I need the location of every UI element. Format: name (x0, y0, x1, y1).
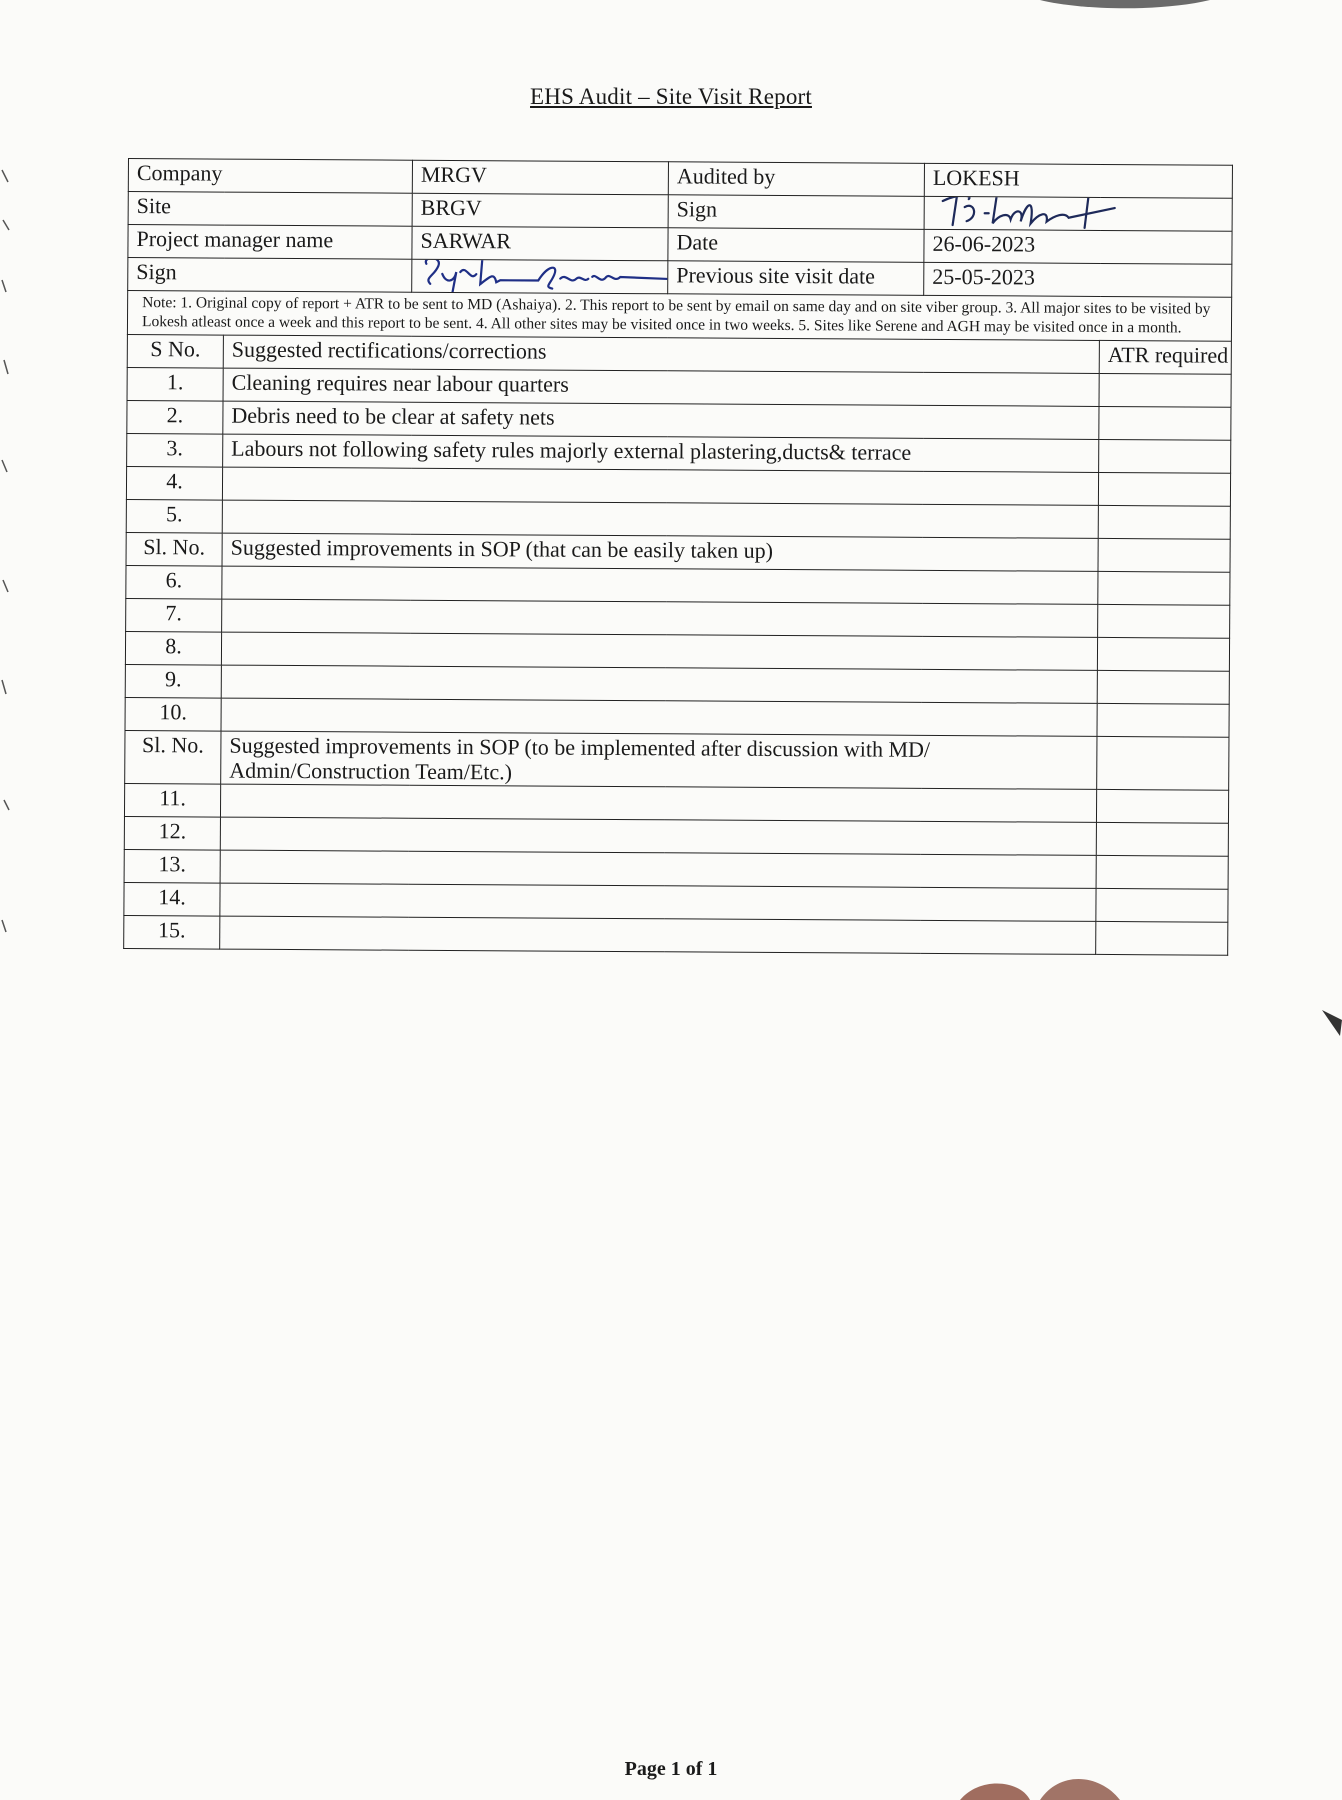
section2-col-atr (1098, 538, 1230, 572)
auditor-signature-cell (924, 196, 1232, 231)
scan-margin-marks (0, 160, 14, 980)
auditor-signature-scribble (939, 196, 1129, 231)
date-value: 26-06-2023 (924, 229, 1232, 264)
row-atr (1098, 604, 1230, 638)
row-atr (1096, 889, 1228, 923)
row-number: 4. (126, 466, 222, 500)
row-text (222, 566, 1098, 604)
row-atr (1099, 373, 1231, 407)
row-number: 7. (126, 598, 222, 632)
row-number: 3. (127, 433, 223, 467)
row-text (221, 698, 1097, 736)
audited-by-label: Audited by (668, 162, 924, 197)
row-text (222, 467, 1098, 505)
row-number: 2. (127, 400, 223, 434)
pm-label: Project manager name (128, 225, 412, 260)
row-atr (1096, 823, 1228, 857)
report-title: EHS Audit – Site Visit Report (530, 84, 812, 109)
pm-value: SARWAR (412, 226, 668, 261)
row-number: 14. (124, 883, 220, 917)
row-text (220, 817, 1096, 855)
note-text: Note: 1. Original copy of report + ATR to be sent to MD (Ashaiya). 2. This report to be sent by email on same day and on site viber group. 3. All major sites to be visited by Lokesh atleast once a week and this report to be sent. 4. All other sites may be visited once in two weeks. 5. Sites like Serene and AGH may be visited once in a month. (127, 291, 1231, 341)
section1-col-atr: ATR required (1099, 340, 1231, 374)
row-number: 8. (125, 631, 221, 665)
row-atr (1097, 670, 1229, 704)
auditor-signature (939, 196, 1129, 231)
company-label: Company (128, 159, 412, 194)
prev-visit-label: Previous site visit date (668, 261, 924, 296)
row-number: 11. (124, 784, 220, 818)
scan-shadow-top (1040, 0, 1210, 12)
prev-visit-value: 25-05-2023 (924, 262, 1232, 297)
pm-signature-cell (412, 259, 668, 294)
row-number: 5. (126, 499, 222, 533)
row-text: Cleaning requires near labour quarters (223, 368, 1099, 406)
row-text (220, 883, 1096, 921)
row-number: 1. (127, 367, 223, 401)
row-atr (1096, 790, 1228, 824)
row-text (220, 784, 1096, 822)
row-text (221, 665, 1097, 703)
row-atr (1098, 505, 1230, 539)
section3-col-no: Sl. No. (125, 730, 221, 784)
pm-signature-scribble (420, 259, 668, 294)
row-atr (1097, 703, 1229, 737)
section3-col-desc: Suggested improvements in SOP (to be implemented after discussion with MD/ Admin/Construction Team/Etc.) (221, 731, 1097, 790)
pm-signature (420, 259, 668, 294)
row-atr (1098, 571, 1230, 605)
section2-col-desc: Suggested improvements in SOP (that can be easily taken up) (222, 533, 1098, 571)
row-text: Debris need to be clear at safety nets (223, 401, 1099, 439)
row-text (220, 850, 1096, 888)
note-row (127, 291, 1231, 341)
row-text (221, 632, 1097, 670)
row-atr (1098, 472, 1230, 506)
row-atr (1099, 439, 1231, 473)
section3-col-atr (1097, 736, 1229, 790)
scan-edge-mark (1322, 1006, 1342, 1036)
section1-col-no: S No. (127, 334, 223, 368)
audit-table (123, 158, 1233, 956)
site-label: Site (128, 192, 412, 227)
row-atr (1099, 406, 1231, 440)
section2-col-no: Sl. No. (126, 532, 222, 566)
row-number: 12. (124, 817, 220, 851)
section1-col-desc: Suggested rectifications/corrections (223, 335, 1099, 373)
row-text (220, 916, 1096, 954)
row-text (222, 599, 1098, 637)
row-atr (1096, 856, 1228, 890)
row-number: 15. (124, 916, 220, 950)
date-label: Date (668, 228, 924, 263)
row-text (222, 500, 1098, 538)
audited-by-value: LOKESH (924, 163, 1232, 198)
row-text: Labours not following safety rules majorly external plastering,ducts& terrace (223, 434, 1099, 472)
row-number: 6. (126, 565, 222, 599)
row-atr (1096, 922, 1228, 956)
company-value: MRGV (412, 160, 668, 195)
auditor-sign-label: Sign (668, 195, 924, 230)
row-number: 9. (125, 664, 221, 698)
section3-header (125, 730, 1229, 790)
pm-sign-label: Sign (128, 258, 412, 293)
row-number: 10. (125, 697, 221, 731)
row-number: 13. (124, 850, 220, 884)
scan-shadow-bottom (950, 1770, 1130, 1800)
site-value: BRGV (412, 193, 668, 228)
row-atr (1097, 637, 1229, 671)
page-footer: Page 1 of 1 (624, 1758, 718, 1780)
table-row (124, 916, 1228, 956)
